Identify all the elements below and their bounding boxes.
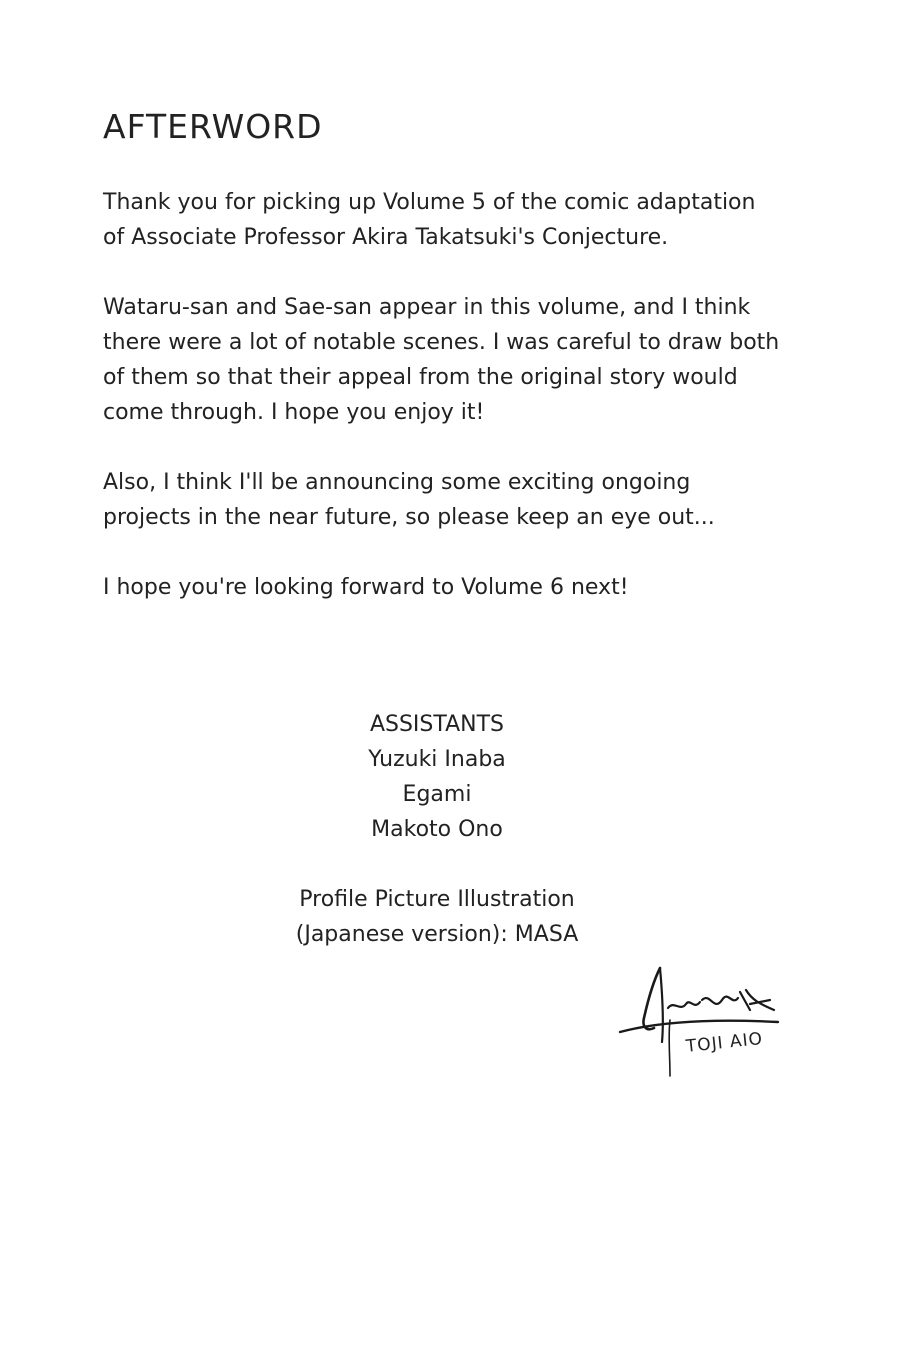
credits-block	[0, 707, 874, 952]
assistant-name: Makoto Ono	[371, 817, 503, 842]
credits-spacer	[0, 847, 874, 882]
paragraph-volume-notes: Wataru-san and Sae-san appear in this volume, and I think there were a lot of notable scenes. I was careful to draw both of them so that their appeal from the original story would come through. I hope you enjoy it!	[103, 295, 780, 425]
page-title: AFTERWORD	[103, 107, 323, 146]
assistants-heading: ASSISTANTS	[369, 712, 505, 737]
paragraph-announcement: Also, I think I'll be announcing some exciting ongoing projects in the near future, so please keep an eye out...	[103, 470, 715, 530]
handwritten-signature	[610, 960, 790, 1080]
profile-credit-line-1: Profile Picture Illustration	[299, 887, 575, 912]
afterword-body	[103, 185, 783, 640]
assistant-name: Egami	[402, 782, 472, 807]
assistant-name: Yuzuki Inaba	[368, 747, 506, 772]
signature-name: TOJI AIO	[685, 1028, 764, 1057]
profile-credit-line-2: (Japanese version): MASA	[295, 922, 579, 947]
paragraph-thanks: Thank you for picking up Volume 5 of the comic adaptation of Associate Professor Akira Takatsuki's Conjecture.	[103, 190, 756, 250]
paragraph-next-volume: I hope you're looking forward to Volume 6 next!	[103, 575, 629, 600]
